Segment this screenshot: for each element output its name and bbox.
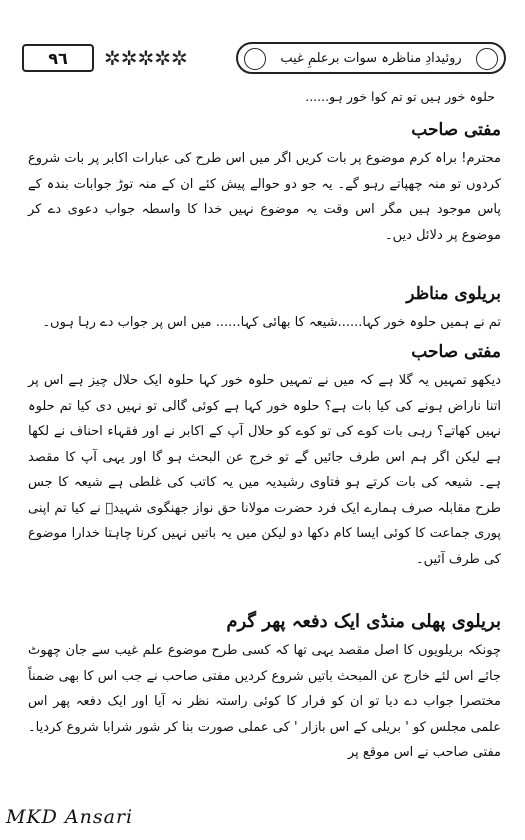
signature-watermark: MKD Ansari [6,806,134,828]
section-heading-mufti-2: مفتی صاحب [411,342,501,362]
page-header [22,42,506,78]
paragraph-mufti-2: دیکھو تمہیں یہ گلا ہے کہ میں نے تمہیں حلوہ خور کہا حلوہ ایک حلال چیز ہے اس پر اتنا ناراض ہونے کی کیا بات ہے؟ حلوہ خور کہا ہے کوئی گالی تو نہیں دی کیا تم حلوہ نہیں کھاتے؟ رہی بات کوے کی تو کوے کو حلال آپ کے اکابر نے اور فقہاء احناف نے لکھا ہے لیکن اگر ہم اس طرف جائیں گے تو خرج عن البحث ہو گا اور یہی آپ کا مقصد ہے۔ شیعہ کی بات کرتے ہو فتاوی رشیدیہ میں یہ کاتب کی غلطی ہے شیعہ کا جس طرح مقابلہ صرف ہمارے ایک فرد حضرت مولانا حق نواز جھنگوی شہیدؒ نے کیا تم اپنی پوری جماعت کا کوئی ایسا کام دکھا دو لیکن میں یہ باتیں نہیں کرنا چاہتا خدارا موضوع کی طرف آئیں۔ [28,373,501,567]
page-body [28,88,501,792]
paragraph-mufti-1: محترم! براہ کرم موضوع پر بات کریں اگر میں اس طرح کی عبارات اکابر پر بات شروع کردوں تو منہ چھپاتے رہو گے۔ یہ جو دو حوالے پیش کئے ان کے منہ توڑ جوابات بندہ کے پاس موجود ہیں مگر اس وقت یہ موضوع نہیں خدا کا واسطہ جواب دعوی دے کر موضوع پر دلائل دیں۔ [28,151,501,243]
page-number: ٩٦ [22,44,94,72]
header-ornament: ✲✲✲✲✲ [104,46,188,70]
section-heading-barelvi: بریلوی مناظر [406,284,501,304]
paragraph-barelvi: تم نے ہمیں حلوہ خور کہا......شیعہ کا بھائی کہا...... میں اس پر جواب دے رہا ہوں۔ [42,315,501,330]
section-heading-fish-market: بریلوی پھلی منڈی ایک دفعہ پھر گرم [226,611,501,632]
section-heading-mufti-1: مفتی صاحب [411,120,501,140]
paragraph-fish-market: چونکہ بریلویوں کا اصل مقصد یہی تھا کہ کسی طرح موضوع علم غیب سے جان چھوٹ جائے اس لئے خارج عن المبحث باتیں شروع کردیں مفتی صاحب نے جب اس کا بھی ضمناً مختصرا جواب دے دیا تو ان کو فرار کا کوئی راستہ نظر نہ آیا اور ایک دفعہ پھر اس علمی مجلس کو ' بریلی کے اس بازار ' کی عملی صورت بنا کر شور شرابا شروع کردیا۔ مفتی صاحب نے اس موقع پر [28,643,501,760]
running-title: روئیدادِ مناظرہ سوات برعلمِ غیب [236,42,506,74]
opening-line: حلوہ خور ہیں تو تم کوا خور ہو...... [305,89,495,104]
